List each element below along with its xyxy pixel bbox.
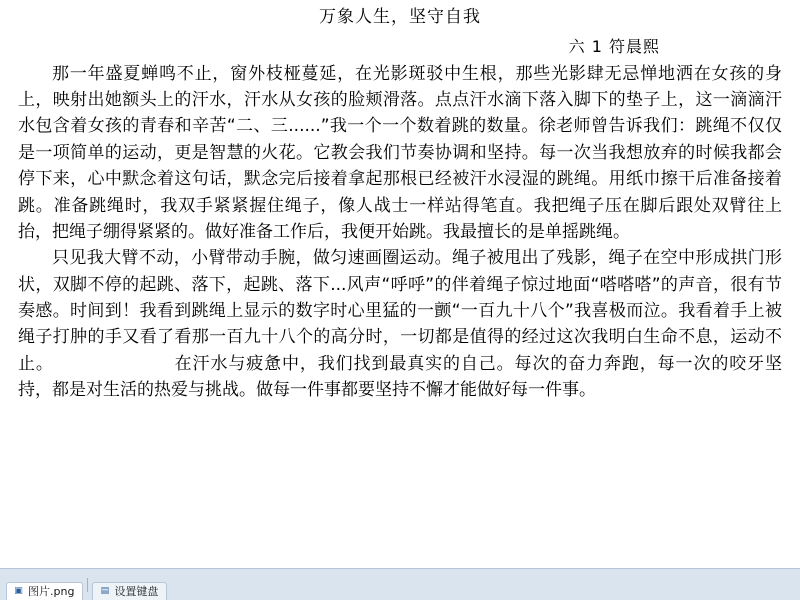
paragraph-1: 那一年盛夏蝉鸣不止，窗外枝桠蔓延，在光影斑驳中生根，那些光影肆无忌惮地洒在女孩的身上，映射出她额头上的汗水，汗水从女孩的脸颊滑落。点点汗水滴下落入脚下的垫子上，这一滴滴汗水包含着女孩的青春和辛苦“二、三......”我一个一个数着跳的数量。徐老师曾告诉我们：跳绳不仅仅是一项简单的运动，更是智慧的火花。它教会我们节奏协调和坚持。每一次当我想放弃的时候我都会停下来，心中默念着这句话，默念完后接着拿起那根已经被汗水浸湿的跳绳。用纸巾擦干后准备接着跳。准备跳绳时，我双手紧紧握住绳子，像人战士一样站得笔直。我把绳子压在脚后跟处双臂往上抬，把绳子绷得紧紧的。做好准备工作后，我便开始跳。我最擅长的是单摇跳绳。 (18, 63, 782, 242)
taskbar-tab-keyboard[interactable] (92, 582, 167, 600)
keyboard-icon: ▤ (100, 585, 110, 596)
paragraph-2-tail: 在汗水与疲惫中，我们找到最真实的自己。每次的奋力奔跑，每一次的咬牙坚持，都是对生活的热爱与挑战。做每一件事都要坚持不懈才能做好每一件事。 (18, 353, 783, 400)
document-body (0, 57, 800, 403)
byline: 六 1 符晨熙 (568, 36, 660, 56)
taskbar-tab-label: 图片.png (28, 585, 75, 598)
image-icon: ▣ (14, 585, 23, 596)
paragraph-2-main: 只见我大臂不动，小臂带动手腕，做匀速画圈运动。绳子被甩出了残影，绳子在空中形成拱门形状，双脚不停的起跳、落下，起跳、落下...风声“呼呼”的伴着绳子惊过地面“嗒嗒嗒”的声音，很有节奏感。时间到！我看到跳绳上显示的数字时心里猛的一颤“一百九十八个”我喜极而泣。我看着手上被绳子打肿的手又看了看那一百九十八个的高分时，一切都是值得的经过这次我明白生命不息，运动不止。 (18, 248, 782, 374)
paragraph-2 (18, 245, 782, 403)
taskbar-tab-image[interactable] (6, 582, 83, 600)
taskbar-tabs (0, 569, 800, 600)
page-title: 万象人生，坚守自我 (319, 7, 481, 27)
taskbar (0, 568, 800, 600)
taskbar-tab-label: 设置键盘 (114, 585, 159, 598)
taskbar-divider (87, 578, 88, 592)
